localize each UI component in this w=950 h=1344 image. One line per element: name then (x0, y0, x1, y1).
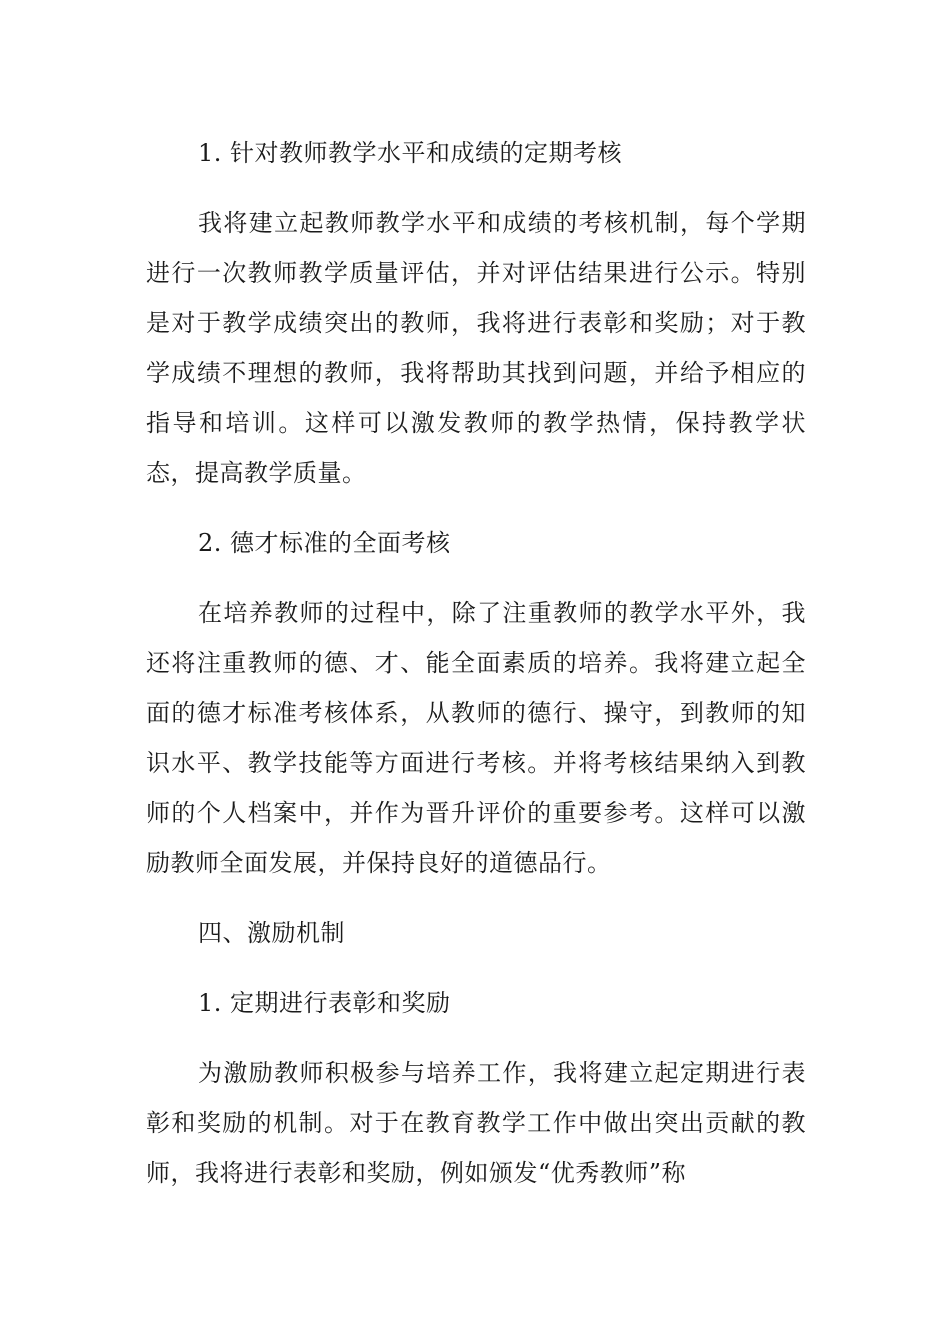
section-heading-rewards: 1. 定期进行表彰和奖励 (198, 989, 451, 1017)
document-body (146, 128, 806, 1218)
paragraph-rewards: 为激励教师积极参与培养工作，我将建立起定期进行表彰和奖励的机制。对于在教育教学工作中做出突出贡献的教师，我将进行表彰和奖励，例如颁发“优秀教师”称 (146, 1059, 806, 1187)
paragraph-teaching-assessment: 我将建立起教师教学水平和成绩的考核机制，每个学期进行一次教师教学质量评估，并对评估结果进行公示。特别是对于教学成绩突出的教师，我将进行表彰和奖励；对于教学成绩不理想的教师，我将帮助其找到问题，并给予相应的指导和培训。这样可以激发教师的教学热情，保持教学状态，提高教学质量。 (146, 209, 806, 487)
paragraph-virtue-talent: 在培养教师的过程中，除了注重教师的教学水平外，我还将注重教师的德、才、能全面素质的培养。我将建立起全面的德才标准考核体系，从教师的德行、操守，到教师的知识水平、教学技能等方面进行考核。并将考核结果纳入到教师的个人档案中，并作为晋升评价的重要参考。这样可以激励教师全面发展，并保持良好的道德品行。 (146, 599, 806, 877)
chapter-heading-incentive: 四、激励机制 (198, 919, 345, 947)
section-heading-virtue-talent: 2. 德才标准的全面考核 (198, 529, 451, 557)
section-heading-teaching-assessment: 1. 针对教师教学水平和成绩的定期考核 (198, 139, 623, 167)
